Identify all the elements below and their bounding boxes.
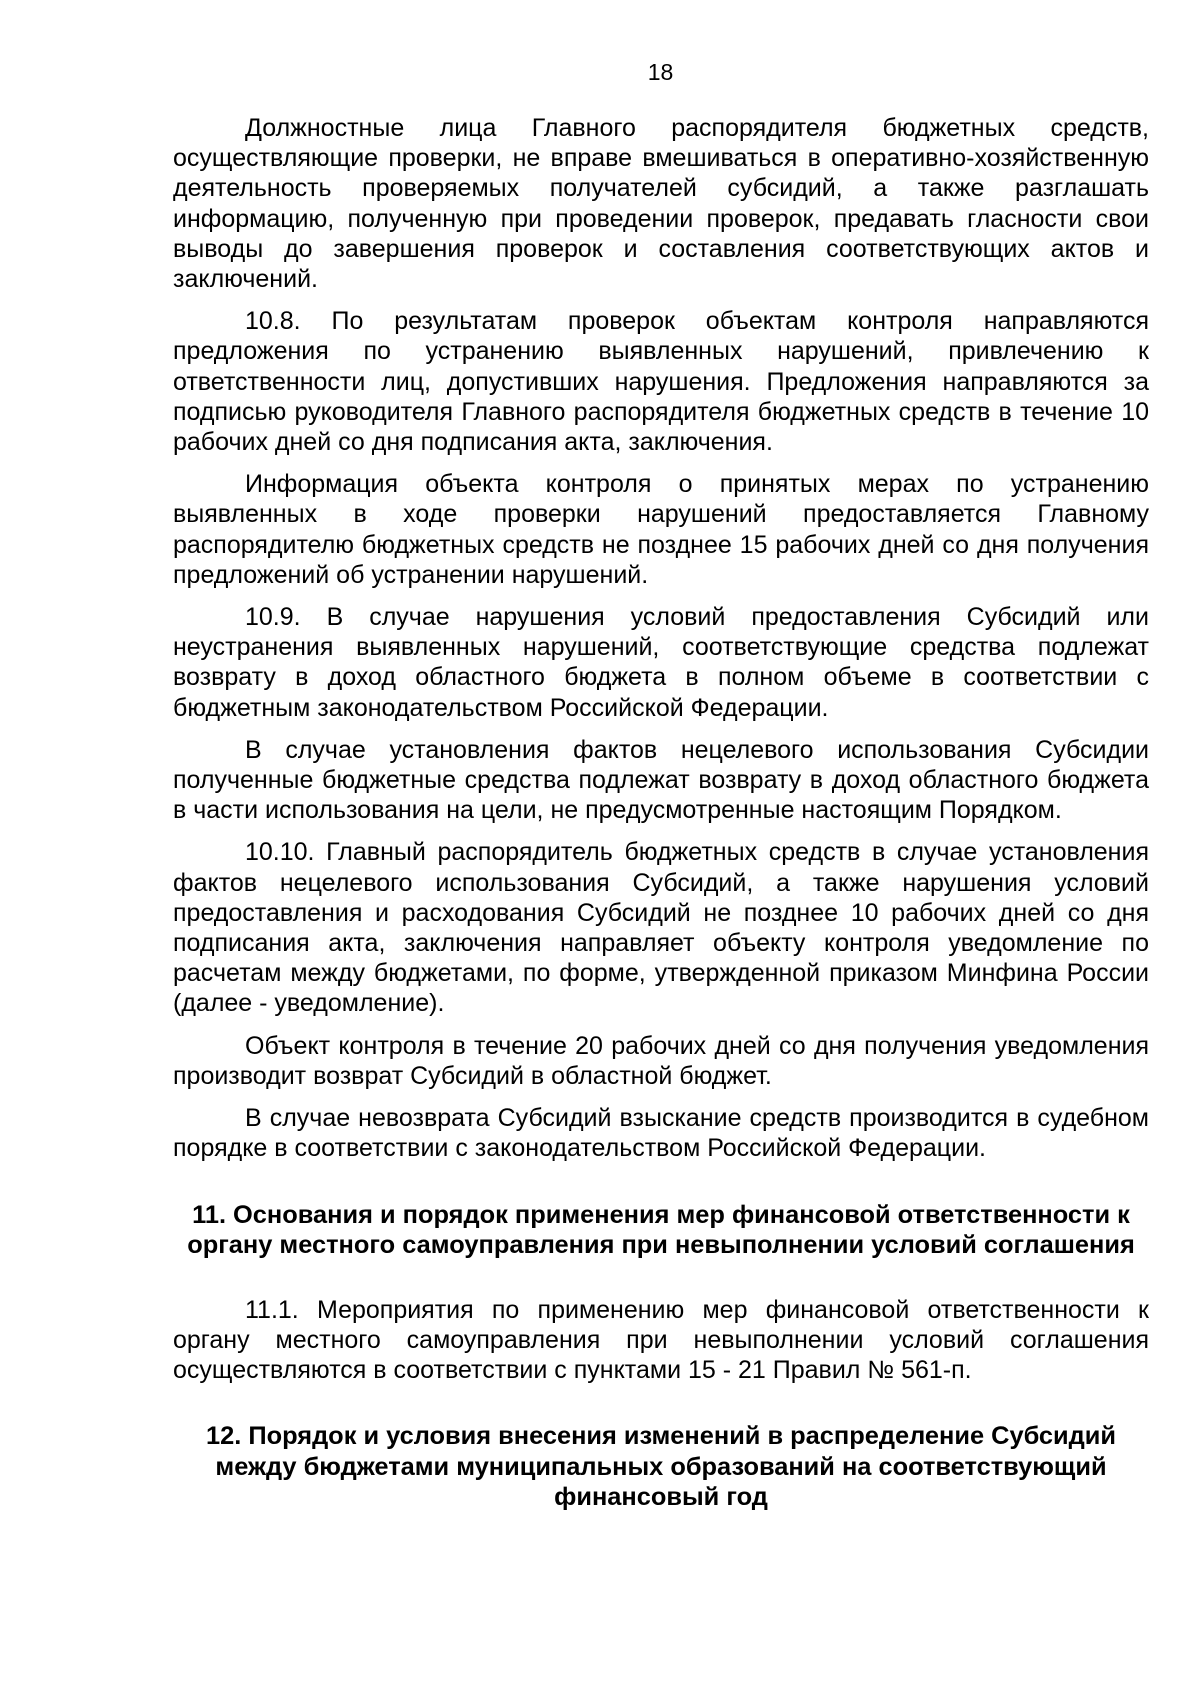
section-heading-12: 12. Порядок и условия внесения изменений в распределение Субсидий между бюджетами муниципальных образований на соответствующий финансовый год <box>205 1422 1117 1512</box>
page-number: 18 <box>647 59 674 85</box>
paragraph-control-object-info: Информация объекта контроля о принятых мерах по устранению выявленных в ходе проверки нарушений предоставляется Главному распорядителю бюджетных средств не позднее 15 рабочих дней со дня получения предложений об устранении нарушений. <box>173 470 1149 589</box>
page-body <box>173 113 1149 1513</box>
paragraph-10-9: 10.9. В случае нарушения условий предоставления Субсидий или неустранения выявленных нарушений, соответствующие средства подлежат возврату в доход областного бюджета в полном объеме в соответствии с бюджетным законодательством Российской Федерации. <box>173 603 1149 722</box>
paragraph-return-20-days: Объект контроля в течение 20 рабочих дней со дня получения уведомления производит возврат Субсидий в областной бюджет. <box>173 1031 1149 1090</box>
paragraph-10-10: 10.10. Главный распорядитель бюджетных средств в случае установления фактов нецелевого использования Субсидий, а также нарушения условий предоставления и расходования Субсидий не позднее 10 рабочих дней со дня подписания акта, заключения направляет объекту контроля уведомление по расчетам между бюджетами, по форме, утвержденной приказом Минфина России (далее - уведомление). <box>173 838 1149 1018</box>
paragraph-court-recovery: В случае невозврата Субсидий взыскание средств производится в судебном порядке в соответствии с законодательством Российской Федерации. <box>173 1104 1149 1163</box>
paragraph-misuse-return: В случае установления фактов нецелевого использования Субсидии полученные бюджетные средства подлежат возврату в доход областного бюджета в части использования на цели, не предусмотренные настоящим Порядком. <box>173 735 1149 825</box>
section-heading-11: 11. Основания и порядок применения мер финансовой ответственности к органу местного самоуправления при невыполнении условий соглашения <box>187 1200 1135 1259</box>
paragraph-officials-restrictions: Должностные лица Главного распорядителя бюджетных средств, осуществляющие проверки, не вправе вмешиваться в оперативно-хозяйственную деятельность проверяемых получателей субсидий, а также разглашать информацию, полученную при проведении проверок, предавать гласности свои выводы до завершения проверок и составления соответствующих актов и заключений. <box>173 114 1149 294</box>
paragraph-10-8: 10.8. По результатам проверок объектам контроля направляются предложения по устранению выявленных нарушений, привлечению к ответственности лиц, допустивших нарушения. Предложения направляются за подписью руководителя Главного распорядителя бюджетных средств в течение 10 рабочих дней со дня подписания акта, заключения. <box>173 307 1149 457</box>
paragraph-11-1: 11.1. Мероприятия по применению мер финансовой ответственности к органу местного самоуправления при невыполнении условий соглашения осуществляются в соответствии с пунктами 15 - 21 Правил № 561-п. <box>173 1295 1149 1384</box>
